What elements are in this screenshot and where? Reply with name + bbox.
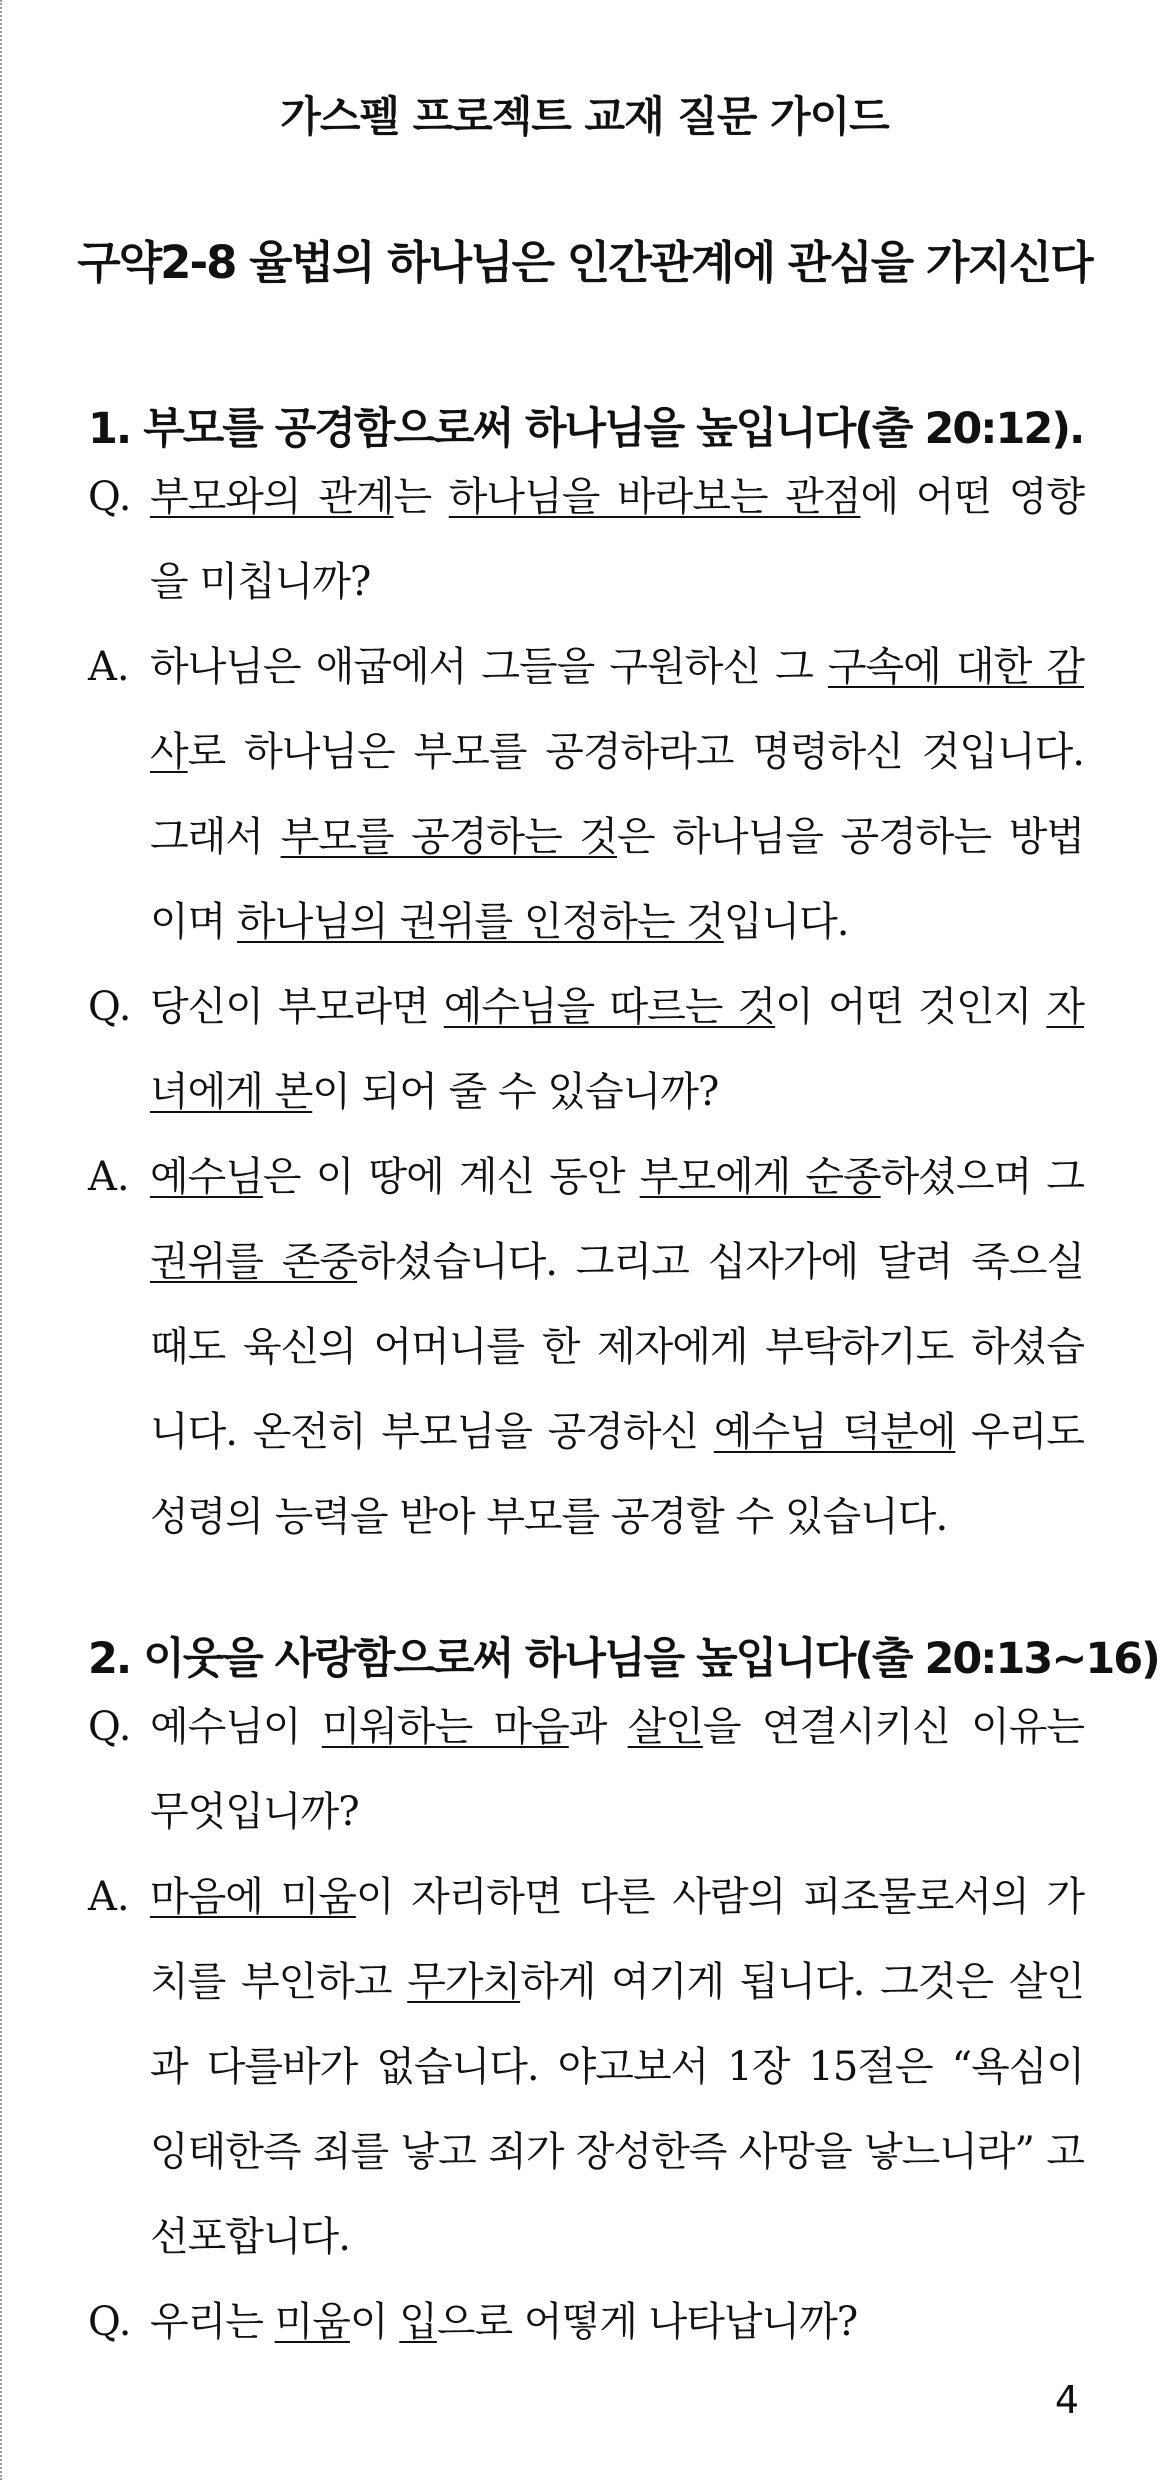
text-run: 에 어떤 영향을 미칩니까? <box>150 474 1084 605</box>
question-2-2 <box>88 2280 1084 2365</box>
underlined-phrase: 예수님 <box>150 1154 263 1200</box>
text-run: 우리는 <box>150 2299 275 2345</box>
text-run: 하나님은 애굽에서 그들을 구원하신 그 <box>150 644 828 690</box>
text-run: 은 이 땅에 계신 동안 <box>262 1154 640 1200</box>
underlined-phrase: 부모를 공경하는 것 <box>280 814 617 860</box>
qa-body <box>150 1685 1084 1855</box>
text-run: 이 되어 줄 수 있습니까? <box>312 1069 719 1115</box>
qa-body <box>150 625 1084 965</box>
underlined-phrase: 입 <box>399 2299 437 2345</box>
underlined-phrase: 예수님 덕분에 <box>713 1409 956 1455</box>
qa-body <box>150 455 1084 625</box>
qa-marker: Q. <box>88 474 132 520</box>
qa-marker: A. <box>88 1874 130 1920</box>
text-run: 는 <box>393 474 449 520</box>
qa-body <box>150 2280 1084 2365</box>
question-1-1 <box>88 455 1084 625</box>
underlined-phrase: 무가치 <box>407 1959 521 2005</box>
underlined-phrase: 부모와의 관계 <box>150 474 394 520</box>
page-number: 4 <box>1054 2378 1079 2422</box>
qa-marker: A. <box>88 644 130 690</box>
underlined-phrase: 구속에 대한 감사 <box>150 644 1084 775</box>
lesson-subtitle: 구약2-8 율법의 하나님은 인간관계에 관심을 가지신다 <box>77 236 1092 289</box>
document-title: 가스펠 프로젝트 교재 질문 가이드 <box>280 92 889 141</box>
qa-marker: Q. <box>88 2299 132 2345</box>
text-run: 으로 어떻게 나타납니까? <box>436 2299 858 2345</box>
qa-marker: Q. <box>88 1704 132 1750</box>
text-run: 입니다. <box>723 899 849 945</box>
text-run: 이 자리하면 다른 사람의 피조물로서의 가치를 부인하고 <box>150 1874 1084 2005</box>
underlined-phrase: 자녀에게 본 <box>150 984 1085 1115</box>
text-run: 우리도 성령의 능력을 받아 부모를 공경할 수 있습니다. <box>150 1409 1084 1540</box>
underlined-phrase: 마음에 미움 <box>150 1874 356 1920</box>
underlined-phrase: 예수님을 따르는 것 <box>443 984 776 1030</box>
qa-marker: Q. <box>88 984 132 1030</box>
underlined-phrase: 하나님을 바라보는 관점 <box>448 474 861 520</box>
section-heading-2: 2. 이웃을 사랑함으로써 하나님을 높입니다(출 20:13~16) <box>88 1634 1159 1684</box>
text-run: 이 <box>349 2299 400 2345</box>
text-run: 하셨습니다. 그리고 십자가에 달려 죽으실 때도 육신의 어머니를 한 제자에게 부탁하기도 하셨습니다. 온전히 부모님을 공경하신 <box>150 1239 1084 1455</box>
underlined-phrase: 미워하는 마음 <box>321 1704 569 1750</box>
underlined-phrase: 살인 <box>627 1704 703 1750</box>
answer-1-2 <box>88 1135 1084 1560</box>
question-2-1 <box>88 1685 1084 1855</box>
text-run: 과 <box>568 1704 628 1750</box>
text-run: 이 어떤 것인지 <box>775 984 1047 1030</box>
underlined-phrase: 권위를 존중 <box>150 1239 358 1285</box>
text-run: 로 하나님은 부모를 공경하라고 명령하신 것입니다. 그래서 <box>150 729 1084 860</box>
qa-marker: A. <box>88 1154 130 1200</box>
underlined-phrase: 하나님의 권위를 인정하는 것 <box>237 899 724 945</box>
page-left-border <box>0 0 2 2480</box>
answer-1-1 <box>88 625 1084 965</box>
question-1-2 <box>88 965 1084 1135</box>
text-run: 은 하나님을 공경하는 방법이며 <box>150 814 1084 945</box>
answer-2-1 <box>88 1855 1084 2280</box>
section-heading-1: 1. 부모를 공경함으로써 하나님을 높입니다(출 20:12). <box>88 404 1084 454</box>
qa-body <box>150 1135 1084 1560</box>
underlined-phrase: 부모에게 순종 <box>639 1154 881 1200</box>
underlined-phrase: 미움 <box>274 2299 350 2345</box>
text-run: 하셨으며 그 <box>880 1154 1084 1200</box>
text-run: 을 연결시키신 이유는 무엇입니까? <box>150 1704 1085 1835</box>
text-run: 예수님이 <box>150 1704 322 1750</box>
text-run: 당신이 부모라면 <box>150 984 444 1030</box>
text-run: 하게 여기게 됩니다. 그것은 살인과 다를바가 없습니다. 야고보서 1장 15절은 “욕심이 잉태한즉 죄를 낳고 죄가 장성한즉 사망을 낳느니라” 고선포합니다. <box>150 1959 1084 2260</box>
qa-body <box>150 965 1084 1135</box>
qa-body <box>150 1855 1084 2280</box>
